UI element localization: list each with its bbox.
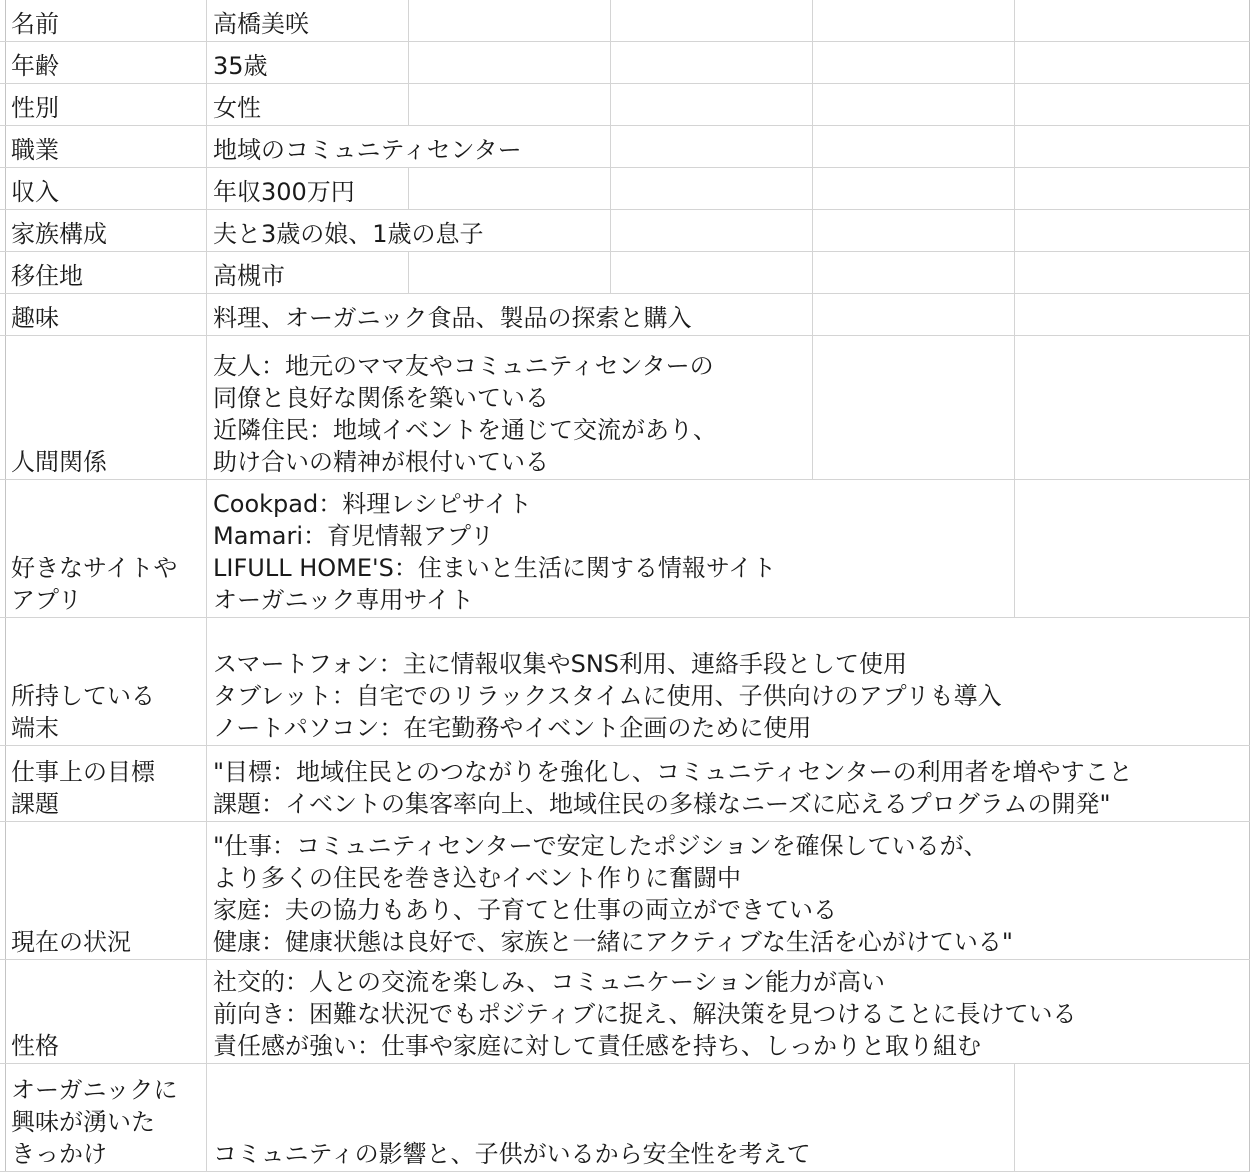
value-text: 助け合いの精神が根付いている [213,448,549,476]
value-text: 家庭：夫の協力もあり、子育てと仕事の両立ができている [213,896,837,924]
label-cell[interactable] [5,0,206,41]
value-cell[interactable] [207,126,610,167]
value-cell[interactable] [207,294,812,335]
value-text: 35歳 [213,52,268,80]
label-text: 職業 [11,136,59,164]
label-text: オーガニックに [11,1076,178,1104]
value-cell[interactable] [207,84,408,125]
label-cell[interactable] [5,294,206,335]
value-text: オーガニック専用サイト [213,586,474,614]
table-row [0,336,1250,480]
table-row [0,1064,1250,1172]
value-cell[interactable] [207,618,1249,745]
label-text: 名前 [11,10,59,38]
value-cell[interactable] [207,822,1249,959]
value-cell[interactable] [207,210,610,251]
value-text: 年収300万円 [213,178,355,206]
value-text: 地域のコミュニティセンター [213,136,522,164]
value-text: 料理、オーガニック食品、製品の探索と購入 [213,304,692,332]
value-text: タブレット：自宅でのリラックスタイムに使用、子供向けのアプリも導入 [213,682,1002,710]
label-text: 好きなサイトや [11,554,178,582]
value-text: 近隣住民：地域イベントを通じて交流があり、 [213,416,717,444]
value-text: 責任感が強い：仕事や家庭に対して責任感を持ち、しっかりと取り組む [213,1032,981,1060]
value-text: 社交的：人との交流を楽しみ、コミュニケーション能力が高い [213,968,885,996]
table-row [0,0,1250,42]
table-row [0,746,1250,822]
label-cell[interactable] [5,336,206,479]
value-text: Mamari：育児情報アプリ [213,522,495,550]
table-row [0,168,1250,210]
value-cell[interactable] [207,168,408,209]
label-cell[interactable] [5,42,206,83]
value-text: "目標：地域住民とのつながりを強化し、コミュニティセンターの利用者を増やすこと [213,758,1133,786]
value-text: 高橋美咲 [213,10,309,38]
value-text: 同僚と良好な関係を築いている [213,384,549,412]
label-text: 家族構成 [11,220,107,248]
label-text: 仕事上の目標 [11,758,155,786]
table-row [0,84,1250,126]
label-cell[interactable] [5,126,206,167]
label-text: 人間関係 [11,448,107,476]
label-cell[interactable] [5,210,206,251]
label-cell[interactable] [5,252,206,293]
table-row [0,126,1250,168]
label-text: アプリ [11,586,83,614]
label-text: 所持している [11,682,155,710]
label-text: 移住地 [11,262,83,290]
value-cell[interactable] [207,480,1014,617]
label-text: 興味が湧いた [11,1108,155,1136]
value-cell[interactable] [207,252,408,293]
table-row [0,42,1250,84]
value-text: 友人：地元のママ友やコミュニティセンターの [213,352,714,380]
table-row [0,822,1250,960]
label-text: 現在の状況 [11,928,131,956]
value-text: 健康：健康状態は良好で、家族と一緒にアクティブな生活を心がけている" [213,928,1013,956]
value-text: 女性 [213,94,261,122]
label-text: 課題 [11,790,59,818]
label-text: きっかけ [11,1140,107,1168]
value-cell[interactable] [207,336,812,479]
value-text: より多くの住民を巻き込むイベント作りに奮闘中 [213,864,741,892]
value-text: スマートフォン：主に情報収集やSNS利用、連絡手段として使用 [213,650,908,678]
label-cell[interactable] [5,84,206,125]
label-cell[interactable] [5,960,206,1063]
table-row [0,960,1250,1064]
label-cell[interactable] [5,168,206,209]
value-text: Cookpad：料理レシピサイト [213,490,532,518]
table-row [0,618,1250,746]
label-text: 性格 [11,1032,59,1060]
table-row [0,210,1250,252]
value-text: 夫と3歳の娘、1歳の息子 [213,220,484,248]
label-cell[interactable] [5,746,206,821]
value-text: 課題：イベントの集客率向上、地域住民の多様なニーズに応えるプログラムの開発" [213,790,1111,818]
table-row [0,252,1250,294]
label-text: 性別 [11,94,59,122]
label-cell[interactable] [5,1064,206,1171]
value-cell[interactable] [207,960,1249,1063]
value-cell[interactable] [207,746,1249,821]
value-text: "仕事：コミュニティセンターで安定したポジションを確保しているが、 [213,832,988,860]
label-text: 収入 [11,178,59,206]
label-cell[interactable] [5,822,206,959]
label-text: 趣味 [11,304,59,332]
value-text: LIFULL HOME'S：住まいと生活に関する情報サイト [213,554,777,582]
table-row [0,294,1250,336]
value-cell[interactable] [207,0,408,41]
table-row [0,480,1250,618]
value-text: 高槻市 [213,262,285,290]
value-text: ノートパソコン：在宅勤務やイベント企画のために使用 [213,714,812,742]
value-text: コミュニティの影響と、子供がいるから安全性を考えて [213,1140,811,1168]
label-cell[interactable] [5,480,206,617]
value-text: 前向き：困難な状況でもポジティブに捉え、解決策を見つけることに長けている [213,1000,1077,1028]
value-cell[interactable] [207,1064,1014,1171]
label-text: 端末 [11,714,59,742]
label-cell[interactable] [5,618,206,745]
value-cell[interactable] [207,42,408,83]
label-text: 年齢 [11,52,59,80]
